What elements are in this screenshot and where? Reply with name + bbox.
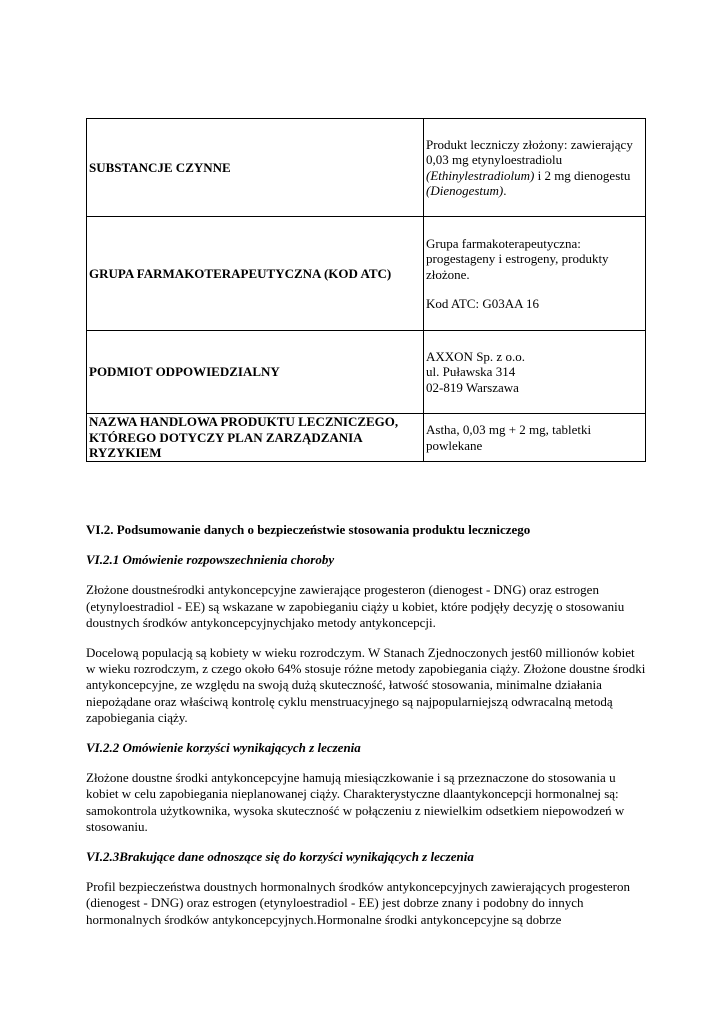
table-row xyxy=(87,331,646,414)
latin-name-dienogest: (Dienogestum) xyxy=(426,183,504,198)
section-heading: VI.2. Podsumowanie danych o bezpieczeństwie stosowania produktu leczniczego xyxy=(86,522,531,537)
paragraph: Profil bezpieczeństwa doustnych hormonalnych środków antykoncepcyjnych zawierających progesteron (dienogest - DNG) oraz estrogen (etynyloestradiol - EE) jest dobrze znany i podobny do innych hormonalnych środków antykoncepcyjnych.Hormonalne środki antykoncepcyjne są dobrze xyxy=(86,879,631,927)
table-row xyxy=(87,414,646,462)
product-info-table xyxy=(86,118,646,462)
value-text: . xyxy=(503,183,507,198)
row-value-trade-name: Astha, 0,03 mg + 2 mg, tabletki powlekane xyxy=(424,414,646,462)
subsection-heading-missing-data: VI.2.3Brakujące dane odnoszące się do korzyści wynikających z leczenia xyxy=(86,849,474,865)
row-value-substances xyxy=(424,119,646,217)
row-label-trade-name: NAZWA HANDLOWA PRODUKTU LECZNICZEGO, KTÓREGO DOTYCZY PLAN ZARZĄDZANIA RYZYKIEM xyxy=(87,414,424,462)
paragraph: Złożone doustneśrodki antykoncepcyjne zawierające progesteron (dienogest - DNG) oraz estrogen (etynyloestradiol - EE) są wskazane w zapobieganiu ciąży u kobiet, które podjęły decyzję o stosowaniu doustnych środków antykoncepcyjnychjako metody antykoncepcji. xyxy=(86,582,625,630)
company-city: 02-819 Warszawa xyxy=(426,379,519,395)
value-text: Produkt leczniczy złożony: zawierający 0,03 mg etynyloestradiolu xyxy=(426,136,633,167)
value-text: i 2 mg dienogestu xyxy=(534,167,631,183)
paragraph: Docelową populacją są kobiety w wieku rozrodczym. W Stanach Zjednoczonych jest60 millionów kobiet w wieku rozrodczym, z czego około 64% stosuje różne metody zapobiegania ciąży. Złożone doustne środki antykoncepcyjne, ze względu na swoją dużą skuteczność, łatwość stosowania, minimalne działania niepożądane oraz właściwą kontrolę cyklu menstruacyjnego są najpopularniejszą odwracalną metodą zapobiegania ciąży. xyxy=(86,645,646,725)
table-row xyxy=(87,217,646,331)
company-name: AXXON Sp. z o.o. xyxy=(426,348,525,364)
subsection-heading-treatment-benefits: VI.2.2 Omówienie korzyści wynikających z leczenia xyxy=(86,740,361,756)
latin-name-ethinylestradiol: (Ethinylestradiolum) xyxy=(426,167,535,183)
row-label-substances: SUBSTANCJE CZYNNE xyxy=(87,119,424,217)
paragraph: Złożone doustne środki antykoncepcyjne hamują miesiączkowanie i są przeznaczone do stosowania u kobiet w celu zapobiegania nieplanowanej ciąży. Charakterystyczne dlaantykoncepcji hormonalnej są: samokontrola użytkownika, wysoka skuteczność w połączeniu z niewielkim odsetkiem niepowodzeń w stosowaniu. xyxy=(86,770,625,834)
row-label-pharmacotherapeutic-group: GRUPA FARMAKOTERAPEUTYCZNA (KOD ATC) xyxy=(87,217,424,331)
document-body xyxy=(86,522,646,942)
company-street: ul. Puławska 314 xyxy=(426,364,516,380)
row-value-responsible-entity xyxy=(424,331,646,414)
subsection-heading-disease-prevalence: VI.2.1 Omówienie rozpowszechnienia choroby xyxy=(86,552,335,568)
table-row xyxy=(87,119,646,217)
group-description: Grupa farmakoterapeutyczna: progestageny i estrogeny, produkty złożone. xyxy=(426,235,609,282)
row-label-responsible-entity: PODMIOT ODPOWIEDZIALNY xyxy=(87,331,424,414)
atc-code: Kod ATC: G03AA 16 xyxy=(426,296,540,311)
row-value-pharmacotherapeutic-group xyxy=(424,217,646,331)
